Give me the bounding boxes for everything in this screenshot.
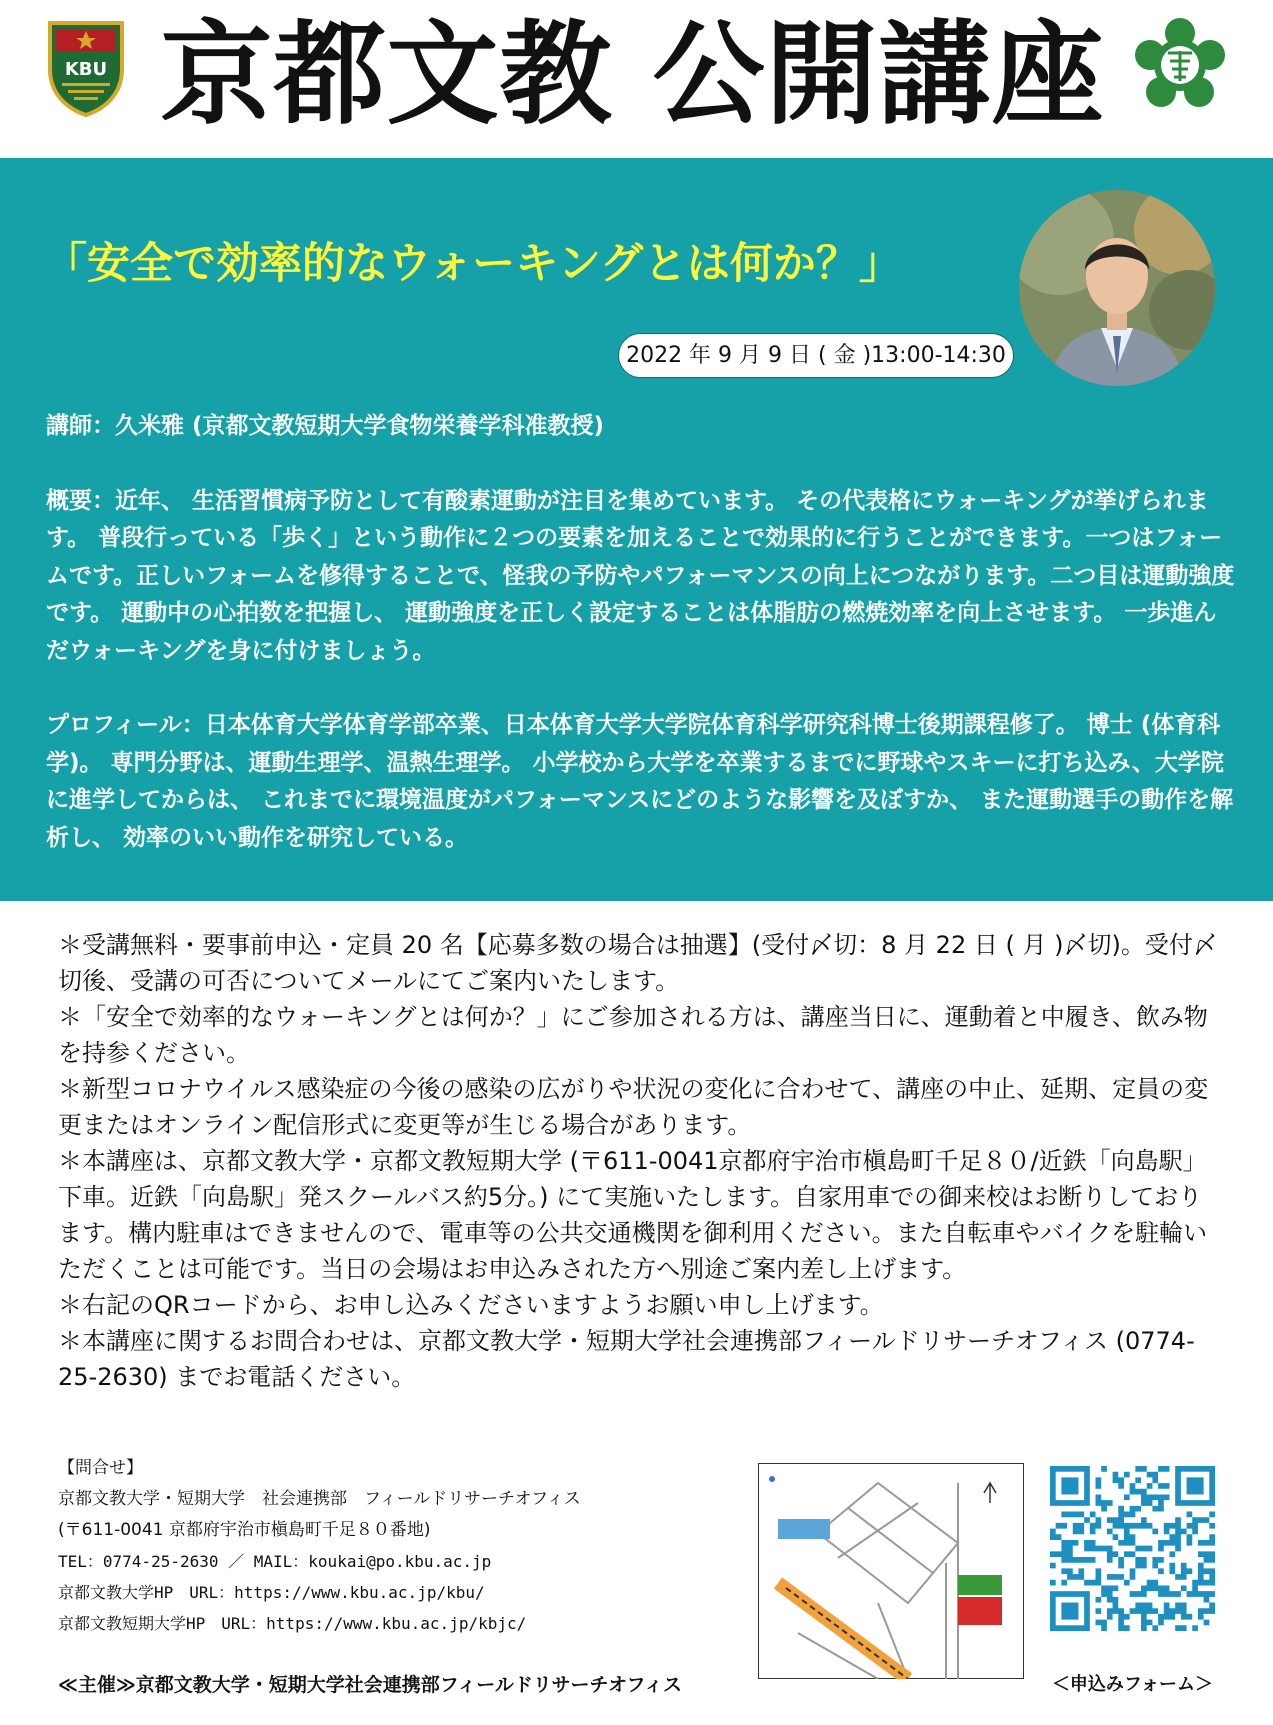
lecture-title: 「安全で効率的なウォーキングとは何か？」 xyxy=(44,239,902,289)
contact-hp-college: 京都文教短期大学HP URL：https://www.kbu.ac.jp/kbjc/ xyxy=(58,1614,527,1633)
kbu-crest-logo xyxy=(46,17,126,117)
contact-address: (〒611-0041 京都府宇治市槇島町千足８０番地) xyxy=(58,1520,431,1540)
university-emblem-logo xyxy=(1130,15,1230,115)
note-item: ＊受講無料・要事前申込・定員 20 名【応募多数の場合は抽選】(受付〆切：8 月 22 日 ( 月 )〆切)。受付〆切後、受講の可否についてメールにてご案内いたします。 xyxy=(58,931,1217,995)
access-map xyxy=(758,1463,1024,1679)
note-item: ＊本講座は、京都文教大学・京都文教短期大学 (〒611-0041京都府宇治市槇島町千足８０/近鉄「向島駅」下車。近鉄「向島駅」発スクールバス約5分。) にて実施いたします。自家用車での御来校はお断りしております。構内駐車はできませんので、電車等の公共交通機関を御利用ください。また自転車やバイクを駐輪いただくことは可能です。当日の会場はお申込みされた方へ別途ご案内差し上げます。 xyxy=(58,1147,1208,1283)
lecturer-photo xyxy=(1019,190,1215,386)
contact-tel-mail: TEL：0774-25-2630 ／ MAIL：koukai@po.kbu.ac.jp xyxy=(58,1552,492,1571)
page-title: 京都文教 公開講座 xyxy=(160,10,1105,140)
qr-caption: ＜申込みフォーム＞ xyxy=(1051,1674,1214,1695)
note-item: ＊新型コロナウイルス感染症の今後の感染の広がりや状況の変化に合わせて、講座の中止、延期、定員の変更またはオンライン配信形式に変更等が生じる場合があります。 xyxy=(58,1075,1209,1139)
header xyxy=(0,0,1273,158)
profile-text: プロフィール：日本体育大学体育学部卒業、日本体育大学大学院体育科学研究科博士後期課程修了。 博士 (体育科学)。 専門分野は、運動生理学、温熱生理学。 小学校から大学を卒業するまでに野球やスキーに打ち込み、大学院に進学してからは、 これまでに環境温度がパフォーマンスにどのような影響を及ぼすか、 また運動選手の動作を解析し、 効率のいい動作を研究している。 xyxy=(46,712,1234,851)
contact-hp-univ: 京都文教大学HP URL：https://www.kbu.ac.jp/kbu/ xyxy=(58,1583,485,1602)
sponsor-line: ≪主催≫京都文教大学・短期大学社会連携部フィールドリサーチオフィス xyxy=(58,1674,683,1696)
lecture-date: 2022 年 9 月 9 日 ( 金 )13:00-14:30 xyxy=(618,333,1014,378)
note-item: ＊本講座に関するお問合わせは、京都文教大学・短期大学社会連携部フィールドリサーチオフィス (0774-25-2630) までお電話ください。 xyxy=(58,1327,1195,1391)
lecturer-line: 講師：久米雅 (京都文教短期大学食物栄養学科准教授) xyxy=(46,413,605,439)
contact-heading: 【問合せ】 xyxy=(58,1458,143,1478)
lecture-description xyxy=(46,408,1236,857)
note-item: ＊「安全で効率的なウォーキングとは何か？」にご参加される方は、講座当日に、運動着と中履き、飲み物を持参ください。 xyxy=(58,1003,1208,1067)
notes-list xyxy=(58,927,1223,1395)
contact-office: 京都文教大学・短期大学 社会連携部 フィールドリサーチオフィス xyxy=(58,1489,581,1509)
note-item: ＊右記のQRコードから、お申し込みくださいますようお願い申し上げます。 xyxy=(58,1291,884,1319)
contact-block xyxy=(58,1453,738,1639)
application-qr-code[interactable] xyxy=(1050,1466,1215,1631)
overview-text: 概要：近年、 生活習慣病予防として有酸素運動が注目を集めています。 その代表格にウォーキングが挙げられます。 普段行っている「歩く」という動作に２つの要素を加えることで効果的に行うことができます。一つはフォームです。正しいフォームを修得することで、怪我の予防やパフォーマンスの向上につながります。二つ目は運動強度です。 運動中の心拍数を把握し、 運動強度を正しく設定することは体脂肪の燃焼効率を向上させます。 一歩進んだウォーキングを身に付けましょう。 xyxy=(46,487,1235,664)
crest-text: KBU xyxy=(64,59,108,80)
